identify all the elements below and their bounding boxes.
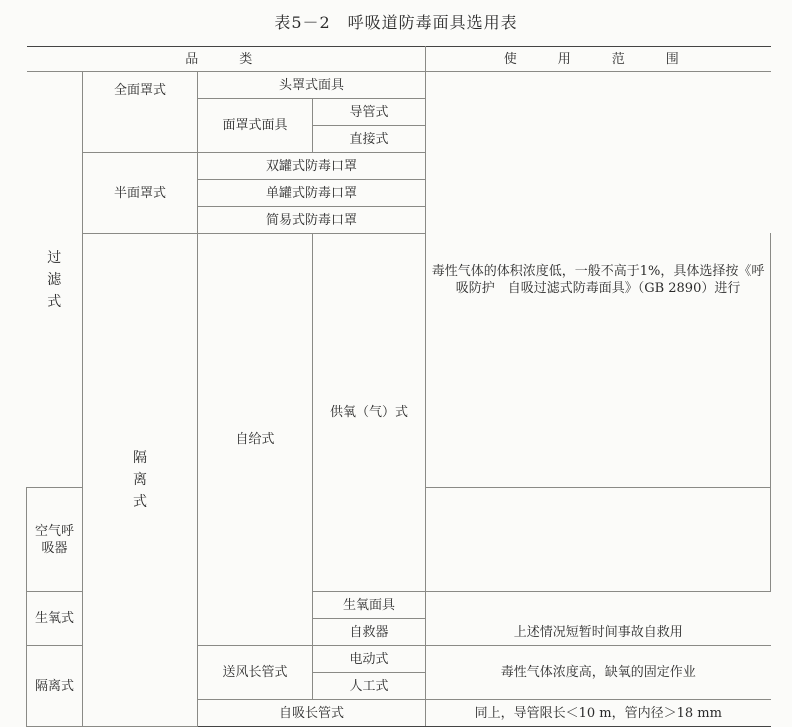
table-title: 表5－2 呼吸道防毒面具选用表: [274, 13, 518, 32]
head-mask-cell: 头罩式面具: [198, 72, 426, 99]
group-isolate: [83, 234, 198, 727]
oxygen-gen-mask-cell: 生氧面具: [313, 592, 426, 619]
table-row: [27, 72, 771, 99]
rescue-usage-cell: [426, 592, 771, 646]
header-usage: 使 用 范 围: [426, 47, 771, 72]
rescue-usage-text: 上述情况短暂时间事故自救用: [513, 625, 683, 640]
electric-cell: 电动式: [313, 646, 426, 673]
self-suction-pipe-cell: 自吸长管式: [198, 700, 426, 727]
double-can-cell: 双罐式防毒口罩: [198, 153, 426, 180]
conduit-cell: 导管式: [313, 99, 426, 126]
mask-selection-table: [26, 46, 771, 727]
vertical-char: 过: [47, 249, 62, 266]
vertical-char: 离: [133, 472, 147, 488]
vertical-char: 隔: [133, 450, 147, 466]
air-pipe-cell: 送风长管式: [198, 646, 313, 700]
simple-cell: 简易式防毒口罩: [198, 207, 426, 234]
self-rescuer-cell: 自救器: [313, 619, 426, 646]
oxygen-supply-cell: 供氧（气）式: [313, 234, 426, 592]
group-isolate-label: [133, 447, 147, 513]
vertical-char: 式: [133, 494, 147, 510]
oxygen-gen-cell: 生氧式: [27, 592, 83, 646]
manual-cell: 人工式: [313, 673, 426, 700]
filter-usage-cell: 毒性气体的体积浓度低，一般不高于1%，具体选择按《呼吸防护 自吸过滤式防毒面具》（GB 2890）进行: [426, 72, 771, 488]
face-mask-cell: 面罩式面具: [198, 99, 313, 153]
group-filter-label: [47, 247, 61, 313]
direct-cell: 直接式: [313, 126, 426, 153]
air-breather-cell: 空气呼吸器: [27, 488, 83, 592]
vertical-char: 滤: [47, 271, 62, 288]
pipe-usage-cell: 毒性气体浓度高，缺氧的固定作业: [426, 646, 771, 700]
full-mask-cell: 全面罩式: [83, 72, 198, 153]
isolation-cell: 隔离式: [27, 646, 83, 727]
suction-usage-cell: 同上，导管限长＜10 m，管内径＞18 mm: [426, 700, 771, 727]
header-row: [27, 47, 771, 72]
single-can-cell: 单罐式防毒口罩: [198, 180, 426, 207]
header-category: 品 类: [27, 47, 426, 72]
half-mask-cell: 半面罩式: [83, 153, 198, 234]
group-filter: [27, 72, 83, 488]
self-supply-cell: 自给式: [198, 234, 313, 646]
vertical-char: 式: [47, 293, 62, 310]
